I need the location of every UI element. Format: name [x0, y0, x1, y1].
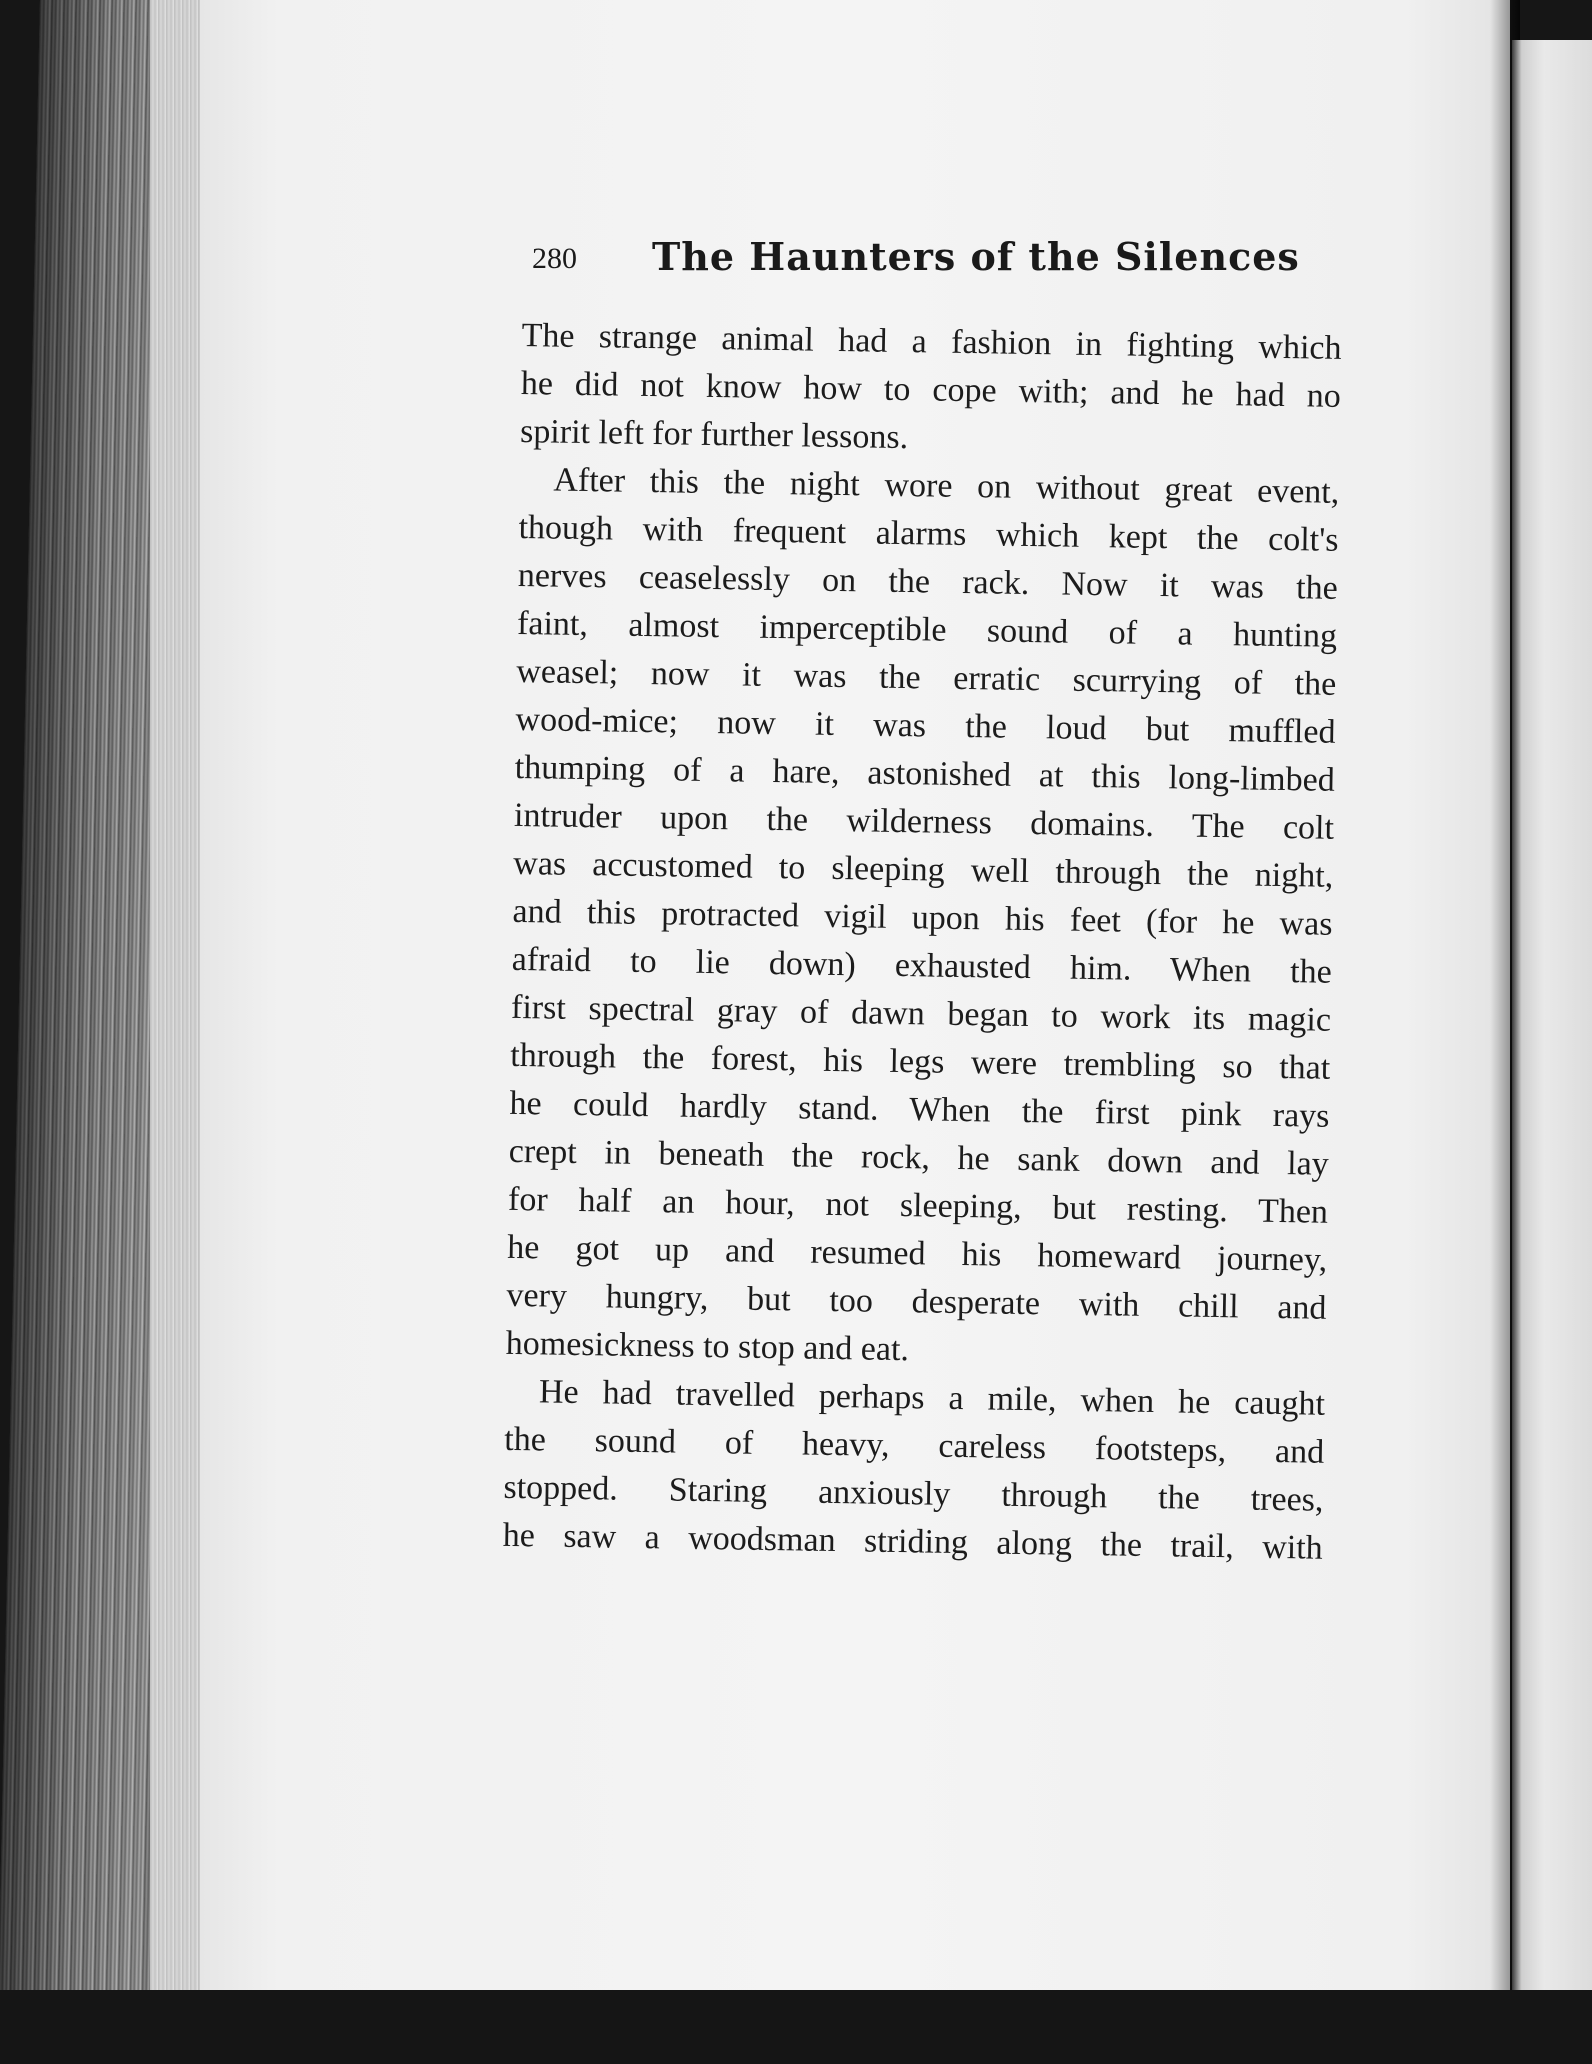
text-line: he saw a woodsman striding along the trail, with	[502, 1516, 1323, 1567]
text-line: he got up and resumed his homeward journey,	[507, 1228, 1328, 1279]
text-line: thumping of a hare, astonished at this long-limbed	[514, 748, 1336, 799]
text-line: he could hardly stand. When the first pink rays	[509, 1084, 1330, 1135]
body-text	[502, 312, 1342, 1573]
text-line: for half an hour, not sleeping, but resting. Then	[507, 1180, 1329, 1231]
running-title: The Haunters of the Silences	[652, 234, 1300, 279]
text-line: After this the night wore on without great event,	[553, 461, 1340, 511]
text-line: stopped. Staring anxiously through the trees,	[503, 1468, 1324, 1519]
text-line: very hungry, but too desperate with chill and	[506, 1276, 1327, 1327]
facing-page-edge	[1512, 40, 1592, 1990]
text-line: through the forest, his legs were trembling so that	[510, 1036, 1331, 1087]
text-line: He had travelled perhaps a mile, when he caught	[538, 1373, 1326, 1423]
text-line: though with frequent alarms which kept the colt's	[518, 508, 1339, 559]
text-line: afraid to lie down) exhausted him. When the	[511, 940, 1333, 991]
background-bottom	[0, 1990, 1592, 2064]
text-line: The strange animal had a fashion in fighting which	[521, 316, 1342, 367]
text-line: he did not know how to cope with; and he had no	[520, 364, 1342, 415]
text-line: nerves ceaselessly on the rack. Now it was the	[517, 556, 1339, 607]
text-line: weasel; now it was the erratic scurrying of the	[516, 652, 1337, 703]
text-line: spirit left for further lessons.	[519, 412, 909, 457]
text-line: the sound of heavy, careless footsteps, and	[503, 1420, 1325, 1471]
text-line: wood-mice; now it was the loud but muffled	[515, 700, 1336, 751]
text-line: and this protracted vigil upon his feet (for he was	[512, 892, 1333, 943]
text-line: was accustomed to sleeping well through the night,	[513, 844, 1334, 895]
text-line: faint, almost imperceptible sound of a hunting	[516, 604, 1338, 655]
page-number: 280	[532, 242, 577, 275]
text-line: first spectral gray of dawn began to work its magic	[510, 988, 1332, 1039]
text-line: intruder upon the wilderness domains. The colt	[513, 796, 1335, 847]
text-line: homesickness to stop and eat.	[505, 1324, 910, 1369]
running-head	[532, 226, 1352, 290]
text-line: crept in beneath the rock, he sank down and lay	[508, 1132, 1330, 1183]
